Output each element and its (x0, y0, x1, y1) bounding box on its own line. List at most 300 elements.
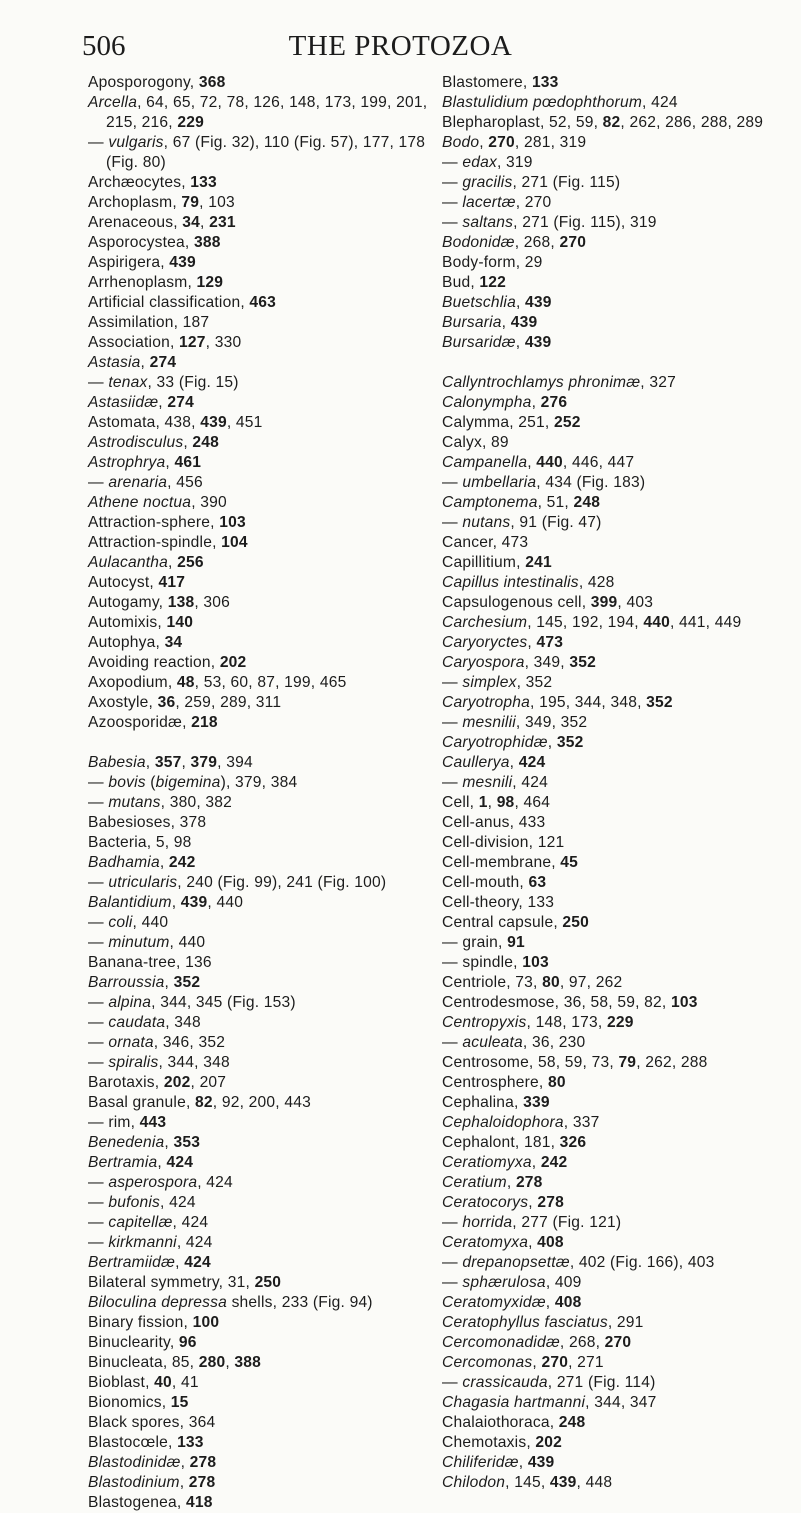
taxon-name: vulgaris (108, 134, 164, 151)
taxon-name: aculeata (462, 1034, 523, 1051)
page-reference-main: 79 (618, 1054, 637, 1071)
entry-text: , (501, 314, 511, 331)
entry-text: Cell, (442, 794, 479, 811)
index-entry (442, 73, 787, 93)
entry-text: , 195, 344, 348, (530, 694, 647, 711)
page-reference-main: 408 (554, 1294, 582, 1311)
taxon-name: coli (108, 914, 133, 931)
entry-text: Binary fission, (88, 1314, 193, 1331)
entry-text: , 344, 348 (158, 1054, 230, 1071)
index-entry (442, 713, 787, 733)
entry-text: Blastomere, (442, 74, 532, 91)
entry-text: , 319 (496, 154, 533, 171)
index-entry (442, 733, 787, 753)
index-entry (88, 893, 430, 913)
page-header (0, 30, 801, 70)
taxon-name: Barroussia (88, 974, 165, 991)
entry-text: Artificial classification, (88, 294, 250, 311)
page-reference-main: 424 (166, 1154, 194, 1171)
entry-text: Bionomics, (88, 1394, 171, 1411)
index-entry (88, 993, 430, 1013)
entry-text: — (88, 1014, 109, 1031)
index-entry (88, 473, 430, 493)
taxon-name: Bertramiidæ (88, 1254, 176, 1271)
taxon-name: Arcella (88, 94, 138, 111)
entry-text: , (509, 754, 519, 771)
entry-text: , 440 (207, 894, 244, 911)
entry-text: Autophya, (88, 634, 165, 651)
taxon-name: Centropyxis (442, 1014, 527, 1031)
page-reference-main: 91 (507, 934, 525, 951)
index-entry (88, 1153, 430, 1173)
index-entry (88, 953, 430, 973)
index-entry (88, 673, 430, 693)
taxon-name: Capillus intestinalis (442, 574, 579, 591)
entry-text: , 67 (Fig. 32), 110 (Fig. 57), 177, 178 (Fig. 80) (106, 134, 426, 171)
page-reference-main: 202 (535, 1434, 563, 1451)
page-reference-main: 368 (198, 74, 226, 91)
page-reference-main: 80 (547, 1074, 566, 1091)
page-reference-main: 270 (488, 134, 515, 151)
entry-text: Blastocœle, (88, 1434, 178, 1451)
entry-text: , (515, 294, 526, 311)
page-reference-main: 104 (221, 534, 248, 551)
page-reference-main: 256 (177, 554, 204, 571)
index-entry (442, 1373, 787, 1393)
entry-text: — (88, 794, 109, 811)
taxon-name: Campanella (442, 454, 528, 471)
page-reference-main: 103 (670, 994, 698, 1011)
page-reference-main: 241 (525, 554, 552, 571)
taxon-name: Astasiidæ (88, 394, 159, 411)
index-entry (442, 1033, 787, 1053)
index-entry (88, 713, 430, 733)
entry-text: , (158, 394, 168, 411)
page-reference-main: 127 (179, 334, 206, 351)
entry-text: , 41 (171, 1374, 199, 1391)
index-entry (88, 193, 430, 213)
index-entry (442, 1173, 787, 1193)
entry-text: — (442, 194, 463, 211)
page-reference-main: 278 (188, 1474, 216, 1491)
taxon-name: Bodonidæ (442, 234, 515, 251)
index-entry (88, 913, 430, 933)
entry-text: , 424 (642, 94, 678, 111)
taxon-name: umbellaria (462, 474, 537, 491)
entry-text: , 271 (568, 1354, 604, 1371)
entry-text: , (159, 854, 169, 871)
index-entry (88, 1433, 430, 1453)
entry-text: , 281, 319 (514, 134, 587, 151)
entry-text: — (88, 994, 109, 1011)
entry-text: Bilateral symmetry, 31, (88, 1274, 255, 1291)
entry-text: , 291 (607, 1314, 644, 1331)
taxon-name: Buetschlia (442, 294, 516, 311)
entry-text: , 446, 447 (562, 454, 635, 471)
entry-text: Bioblast, (88, 1374, 155, 1391)
entry-text: Centrosome, 58, 59, 73, (442, 1054, 619, 1071)
taxon-name: Badhamia (88, 854, 160, 871)
entry-text: , 344, 347 (585, 1394, 657, 1411)
entry-text: , (180, 1454, 190, 1471)
entry-text: Arenaceous, (88, 214, 183, 231)
index-entry (442, 493, 787, 513)
index-entry (442, 93, 787, 113)
taxon-name: caudata (108, 1014, 166, 1031)
page-reference-main: 248 (558, 1414, 586, 1431)
index-entry (88, 1413, 430, 1433)
index-entry (88, 1013, 430, 1033)
page-reference-main: 439 (527, 1454, 555, 1471)
taxon-name: Ceratomyxidæ (442, 1294, 546, 1311)
index-entry (88, 693, 430, 713)
index-entry (442, 773, 787, 793)
page-reference-main: 229 (177, 114, 204, 131)
index-entry (442, 113, 787, 133)
entry-text: , 349, (524, 654, 570, 671)
entry-text: — (88, 1174, 109, 1191)
page-reference-main: 248 (192, 434, 220, 451)
entry-text: , 424 (197, 1174, 233, 1191)
index-entry (442, 133, 787, 153)
index-entry (442, 433, 787, 453)
entry-text: , 268, (514, 234, 560, 251)
page-reference-main: 439 (200, 414, 227, 431)
page-reference-main: 250 (254, 1274, 282, 1291)
entry-text: — (442, 774, 463, 791)
entry-text: Cell-membrane, (442, 854, 561, 871)
index-entry (442, 573, 787, 593)
page-reference-main: 439 (169, 254, 196, 271)
page-reference-main: 280 (198, 1354, 226, 1371)
entry-text: , 240 (Fig. 99), 241 (Fig. 100) (177, 874, 387, 891)
index-entry (442, 1133, 787, 1153)
taxon-name: gracilis (462, 174, 513, 191)
entry-text: , 337 (563, 1114, 600, 1131)
page-reference-main: 1 (478, 794, 488, 811)
entry-text: , 390 (191, 494, 227, 511)
page-reference-main: 202 (163, 1074, 191, 1091)
page-reference-main: 270 (559, 234, 587, 251)
page-reference-main: 278 (515, 1174, 543, 1191)
entry-text: , 424 (160, 1194, 196, 1211)
entry-text: Cephalina, (442, 1094, 524, 1111)
entry-text: — (442, 1034, 463, 1051)
entry-text: — (442, 1374, 463, 1391)
taxon-name: crassicauda (462, 1374, 548, 1391)
entry-text: Cell-theory, 133 (442, 894, 555, 911)
entry-text: — (88, 934, 109, 951)
entry-text: Centriole, 73, (442, 974, 543, 991)
entry-text: , 271 (Fig. 115), 319 (513, 214, 657, 231)
entry-text: , 36, 230 (522, 1034, 586, 1051)
entry-text: , 440 (132, 914, 169, 931)
entry-text: ( (145, 774, 156, 791)
page-reference-main: 352 (646, 694, 673, 711)
taxon-name: Camptonema (442, 494, 538, 511)
page-reference-main: 357 (154, 754, 182, 771)
entry-text: , 92, 200, 443 (212, 1094, 311, 1111)
taxon-name: Babesia (88, 754, 146, 771)
index-entry (442, 613, 787, 633)
entry-text: — (442, 674, 463, 691)
entry-text: , 259, 289, 311 (175, 694, 282, 711)
entry-text: Attraction-sphere, (88, 514, 220, 531)
entry-text: Autogamy, (88, 594, 168, 611)
entry-text: , (527, 634, 537, 651)
page-reference-main: 440 (536, 454, 563, 471)
index-entry (442, 1293, 787, 1313)
index-entry (88, 773, 430, 793)
page-reference-main: 250 (562, 914, 590, 931)
index-entry (88, 233, 430, 253)
page-reference-main: 98 (496, 794, 515, 811)
entry-text: , (164, 1134, 174, 1151)
page-reference-main: 463 (249, 294, 277, 311)
entry-text: Body-form, 29 (442, 254, 543, 271)
index-entry (88, 333, 430, 353)
entry-text: , 271 (Fig. 115) (512, 174, 621, 191)
entry-text: , 441, 449 (669, 614, 742, 631)
index-entry (442, 193, 787, 213)
entry-text: — (88, 1194, 109, 1211)
entry-text: , (171, 894, 181, 911)
taxon-name: Caryospora (442, 654, 525, 671)
page-reference-main: 439 (525, 294, 552, 311)
page-number: 506 (82, 30, 126, 62)
taxon-name: Blastodinium (88, 1474, 180, 1491)
index-entry (88, 1113, 430, 1133)
page-reference-main: 439 (524, 334, 552, 351)
taxon-name: Blastodinidæ (88, 1454, 181, 1471)
entry-text: , 434 (Fig. 183) (536, 474, 646, 491)
index-entry (88, 553, 430, 573)
entry-text: Axostyle, (88, 694, 158, 711)
index-entry (442, 753, 787, 773)
index-entry (88, 313, 430, 333)
entry-text: , 51, (537, 494, 574, 511)
entry-text: Blepharoplast, 52, 59, (442, 114, 603, 131)
entry-text: , (140, 354, 150, 371)
taxon-name: bufonis (108, 1194, 161, 1211)
taxon-name: mutans (108, 794, 161, 811)
index-entry (442, 413, 787, 433)
taxon-name: Caullerya (442, 754, 510, 771)
taxon-name: Cercomonas (442, 1354, 533, 1371)
index-entry (88, 513, 430, 533)
entry-text: — grain, (442, 934, 508, 951)
taxon-name: ornata (108, 1034, 154, 1051)
entry-text: , 277 (Fig. 121) (512, 1214, 622, 1231)
index-entry (88, 873, 430, 893)
page-reference-main: 352 (173, 974, 201, 991)
taxon-name: spiralis (108, 1054, 159, 1071)
entry-text: — (88, 1214, 109, 1231)
page-reference-main: 461 (174, 454, 202, 471)
entry-text: Central capsule, (442, 914, 563, 931)
index-entry (442, 693, 787, 713)
index-entry (88, 833, 430, 853)
taxon-name: Ceratium (442, 1174, 507, 1191)
index-entry (442, 633, 787, 653)
index-entry (88, 273, 430, 293)
entry-text: Cell-mouth, (442, 874, 529, 891)
page-reference-main: 140 (166, 614, 194, 631)
page-reference-main: 133 (531, 74, 559, 91)
entry-text: — (442, 474, 463, 491)
index-entry (88, 613, 430, 633)
page-reference-main: 473 (536, 634, 564, 651)
entry-text: ), 379, 384 (220, 774, 298, 791)
taxon-name: asperospora (108, 1174, 198, 1191)
index-entry (88, 433, 430, 453)
index-entry (442, 1073, 787, 1093)
taxon-name: saltans (462, 214, 514, 231)
taxon-name: alpina (108, 994, 152, 1011)
page-reference-main: 270 (604, 1334, 632, 1351)
entry-text: , 33 (Fig. 15) (147, 374, 239, 391)
entry-text: Banana-tree, 136 (88, 954, 212, 971)
entry-text: Chalaiothoraca, (442, 1414, 559, 1431)
index-entry (442, 833, 787, 853)
entry-text: , 270 (515, 194, 552, 211)
page-reference-main: 248 (573, 494, 601, 511)
page-reference-main: 352 (569, 654, 596, 671)
index-entry (88, 973, 430, 993)
index-entry (442, 793, 787, 813)
page-reference-main: 34 (182, 214, 201, 231)
entry-text: , 352 (516, 674, 553, 691)
entry-text: — (442, 154, 463, 171)
index-entry (88, 1173, 430, 1193)
index-entry (88, 453, 430, 473)
entry-text: Automixis, (88, 614, 167, 631)
index-entry (88, 213, 430, 233)
page-reference-main: 34 (164, 634, 183, 651)
entry-text: , (168, 554, 178, 571)
index-entry (88, 73, 430, 93)
index-entry (88, 413, 430, 433)
page-reference-main: 218 (191, 714, 218, 731)
index-entry (442, 993, 787, 1013)
page-reference-main: 252 (554, 414, 581, 431)
entry-text: Attraction-spindle, (88, 534, 222, 551)
index-entry (88, 93, 430, 133)
index-entry (442, 1313, 787, 1333)
taxon-name: arenaria (108, 474, 168, 491)
index-entry (442, 313, 787, 333)
page-reference-main: 417 (158, 574, 186, 591)
entry-text: , 394 (217, 754, 253, 771)
section-gap (442, 353, 787, 373)
entry-text: Chemotaxis, (442, 1434, 536, 1451)
page-reference-main: 278 (537, 1194, 564, 1211)
entry-text: , 306 (194, 594, 231, 611)
page-reference-main: 242 (540, 1154, 568, 1171)
entry-text: Asporocystea, (88, 234, 194, 251)
index-entry (442, 453, 787, 473)
entry-text: , 424 (176, 1234, 213, 1251)
taxon-name: Athene noctua (88, 494, 192, 511)
index-entry (442, 673, 787, 693)
entry-text: Association, (88, 334, 180, 351)
entry-text: , (531, 394, 541, 411)
entry-text: Assimilation, 187 (88, 314, 210, 331)
index-entry (88, 813, 430, 833)
taxon-name: Bertramia (88, 1154, 158, 1171)
taxon-name: Aulacantha (88, 554, 169, 571)
index-entry (442, 1333, 787, 1353)
entry-text: Centrodesmose, 36, 58, 59, 82, (442, 994, 671, 1011)
page-reference-main: 133 (190, 174, 217, 191)
taxon-name: Benedenia (88, 1134, 165, 1151)
entry-text: Aposporogony, (88, 74, 199, 91)
entry-text: , 268, (559, 1334, 605, 1351)
entry-text: , 344, 345 (Fig. 153) (151, 994, 296, 1011)
entry-text: , 348 (165, 1014, 201, 1031)
page-reference-main: 15 (170, 1394, 189, 1411)
entry-text: Bacteria, 5, 98 (88, 834, 192, 851)
index-entry (442, 933, 787, 953)
entry-text: , 207 (190, 1074, 227, 1091)
entry-text: , (547, 734, 557, 751)
entry-text: , 451 (226, 414, 263, 431)
taxon-name: drepanopsettæ (462, 1254, 570, 1271)
entry-text: Barotaxis, (88, 1074, 164, 1091)
taxon-name: Chiliferidæ (442, 1454, 519, 1471)
taxon-name: Bursaria (442, 314, 502, 331)
entry-text: , (532, 1354, 542, 1371)
index-entry (442, 153, 787, 173)
entry-text: , 262, 288 (636, 1054, 708, 1071)
index-entry (88, 593, 430, 613)
entry-text: , (506, 1174, 516, 1191)
index-entry (88, 253, 430, 273)
page-reference-main: 339 (523, 1094, 550, 1111)
entry-text: — spindle, (442, 954, 523, 971)
section-gap (88, 733, 430, 753)
page-reference-main: 326 (559, 1134, 587, 1151)
entry-text: , 424 (512, 774, 548, 791)
taxon-name: Chagasia hartmanni (442, 1394, 586, 1411)
entry-text: Basal granule, (88, 1094, 196, 1111)
index-entry (88, 1493, 430, 1513)
entry-text: — (88, 1034, 109, 1051)
entry-text: Arrhenoplasm, (88, 274, 197, 291)
index-entry (442, 1253, 787, 1273)
entry-text: , 103 (199, 194, 235, 211)
entry-text: , 271 (Fig. 114) (547, 1374, 656, 1391)
index-entry (88, 1033, 430, 1053)
entry-text: , 464 (514, 794, 551, 811)
entry-text: Calyx, 89 (442, 434, 509, 451)
page-reference-main: 202 (219, 654, 247, 671)
index-entry (88, 1093, 430, 1113)
index-entry (442, 213, 787, 233)
index-entry (88, 853, 430, 873)
index-entry (442, 293, 787, 313)
entry-text: — (442, 214, 463, 231)
page-reference-main: 229 (606, 1014, 634, 1031)
page-reference-main: 80 (542, 974, 560, 991)
entry-text: Capsulogenous cell, (442, 594, 591, 611)
index-entry (88, 753, 430, 773)
entry-text: Aspirigera, (88, 254, 170, 271)
index-entry (88, 1293, 430, 1313)
entry-text: , (531, 1154, 541, 1171)
taxon-name: utricularis (108, 874, 178, 891)
index-entry (88, 1393, 430, 1413)
